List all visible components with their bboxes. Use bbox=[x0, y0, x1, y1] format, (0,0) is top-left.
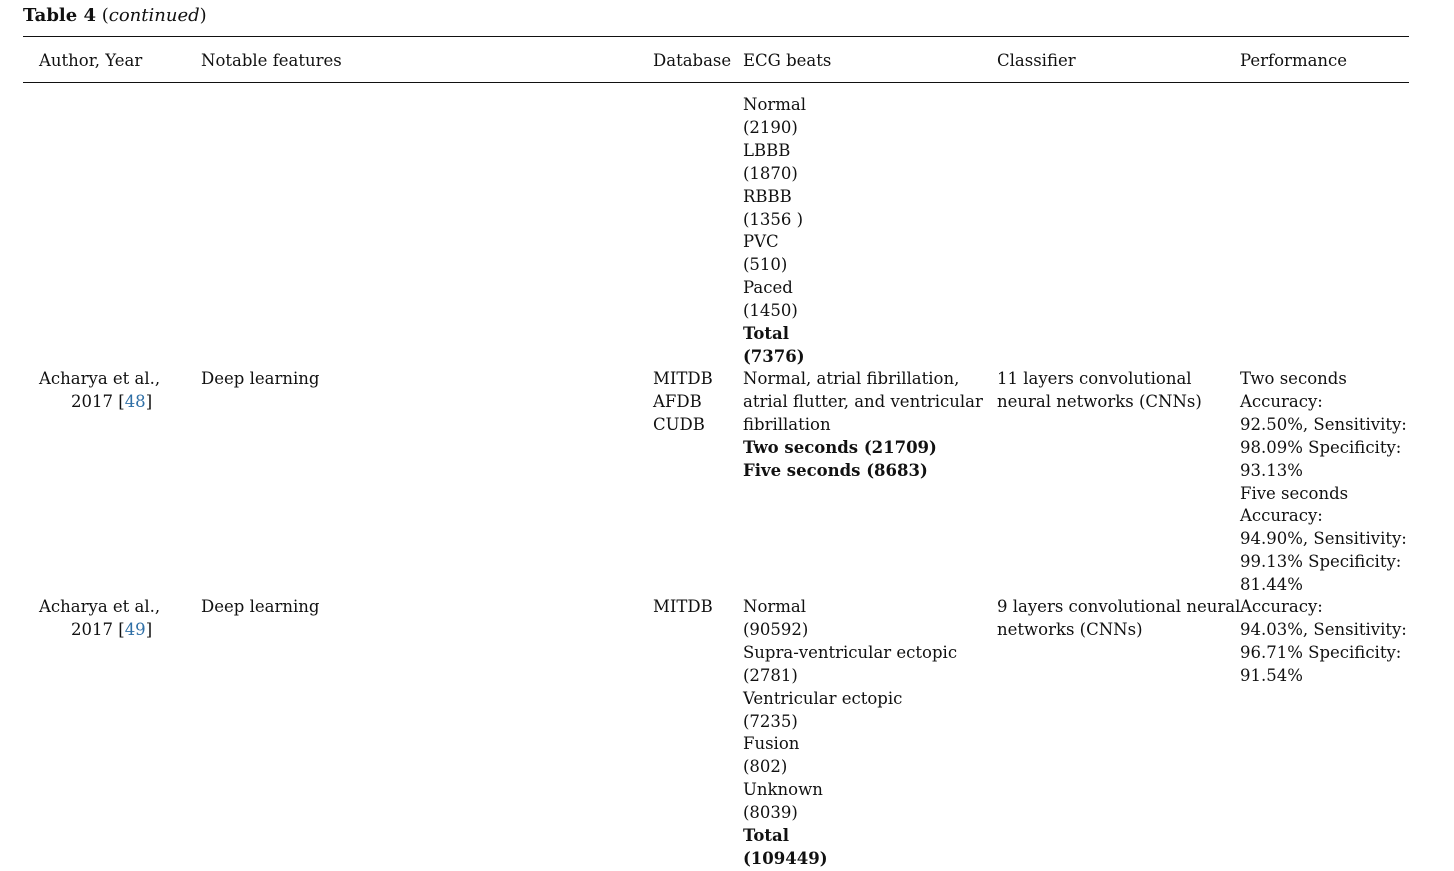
table-row-1-author bbox=[39, 368, 160, 414]
performance-text: Accuracy: bbox=[1240, 506, 1323, 526]
header-classifier: Classifier bbox=[997, 51, 1076, 70]
ecg-beat-description: atrial flutter, and ventricular bbox=[743, 391, 983, 411]
table-row-2-author bbox=[39, 596, 160, 642]
reference-link[interactable]: 49 bbox=[124, 619, 146, 639]
ecg-beat-count: (8039) bbox=[743, 803, 798, 823]
author-name: Acharya et al., bbox=[39, 597, 161, 616]
ecg-beat-class: Supra-ventricular ectopic bbox=[743, 642, 958, 662]
classifier-text: networks (CNNs) bbox=[997, 619, 1143, 639]
ecg-beat-class: Normal bbox=[743, 597, 807, 616]
author-year: 2017 [48] bbox=[71, 391, 153, 411]
table-header-rule bbox=[23, 82, 1409, 83]
classifier-text: 11 layers convolutional bbox=[997, 369, 1192, 388]
ecg-beat-count: (1356 ) bbox=[743, 209, 804, 229]
ecg-beat-segment-count: Two seconds (21709) bbox=[743, 437, 937, 457]
table-row-2-performance bbox=[1240, 596, 1407, 688]
table-row-2-database bbox=[653, 596, 713, 619]
ecg-beat-class: Unknown bbox=[743, 780, 823, 800]
header-database: Database bbox=[653, 51, 732, 70]
continued-label: continued bbox=[108, 5, 200, 26]
performance-text: 81.44% bbox=[1240, 575, 1303, 595]
database-name: MITDB bbox=[653, 369, 713, 388]
performance-text: 99.13% Specificity: bbox=[1240, 552, 1402, 572]
table-row-2-features: Deep learning bbox=[201, 597, 320, 616]
performance-text: 94.90%, Sensitivity: bbox=[1240, 529, 1407, 549]
database-name: CUDB bbox=[653, 414, 705, 434]
year-text: 2017 bbox=[71, 391, 113, 411]
table-row-continued-ecg-beats bbox=[743, 94, 806, 369]
performance-text: 96.71% Specificity: bbox=[1240, 642, 1402, 662]
database-name: MITDB bbox=[653, 597, 713, 616]
table-row-1-ecg-beats bbox=[743, 368, 983, 483]
ecg-beat-total-count: (109449) bbox=[743, 848, 828, 868]
table-row-1-classifier bbox=[997, 368, 1202, 414]
table-row-1-performance bbox=[1240, 368, 1407, 597]
performance-text: 93.13% bbox=[1240, 460, 1303, 480]
performance-text: 92.50%, Sensitivity: bbox=[1240, 414, 1407, 434]
header-author-year: Author, Year bbox=[39, 51, 143, 70]
ecg-beat-class: LBBB bbox=[743, 140, 791, 160]
ecg-beat-count: (7235) bbox=[743, 711, 798, 731]
header-notable-features: Notable features bbox=[201, 51, 342, 70]
ecg-beat-total-label: Total bbox=[743, 324, 789, 344]
table-row-2-classifier bbox=[997, 596, 1240, 642]
ecg-beat-count: (1870) bbox=[743, 163, 798, 183]
ecg-beat-count: (90592) bbox=[743, 619, 809, 639]
ecg-beat-count: (802) bbox=[743, 757, 788, 777]
performance-text: Accuracy: bbox=[1240, 597, 1323, 616]
ecg-beat-class: Fusion bbox=[743, 734, 800, 754]
ecg-beat-total-label: Total bbox=[743, 826, 789, 846]
ecg-beat-count: (510) bbox=[743, 255, 788, 275]
ecg-beat-class: PVC bbox=[743, 232, 779, 252]
ecg-beat-total-count: (7376) bbox=[743, 346, 805, 366]
performance-text: 98.09% Specificity: bbox=[1240, 437, 1402, 457]
performance-text: 94.03%, Sensitivity: bbox=[1240, 619, 1407, 639]
table-caption: Table 4 (continued) bbox=[23, 5, 207, 26]
ecg-beat-class: RBBB bbox=[743, 186, 792, 206]
table-top-rule bbox=[23, 36, 1409, 37]
ecg-beat-description: fibrillation bbox=[743, 414, 831, 434]
ecg-beat-count: (1450) bbox=[743, 301, 798, 321]
table-row-2-ecg-beats bbox=[743, 596, 957, 871]
ecg-beat-class: Paced bbox=[743, 278, 793, 298]
performance-text: Accuracy: bbox=[1240, 391, 1323, 411]
year-text: 2017 bbox=[71, 619, 113, 639]
table-label: Table 4 bbox=[23, 5, 97, 26]
ecg-beat-count: (2190) bbox=[743, 117, 798, 137]
performance-text: 91.54% bbox=[1240, 665, 1303, 685]
table-row-1-database bbox=[653, 368, 713, 437]
classifier-text: 9 layers convolutional neural bbox=[997, 597, 1241, 616]
ecg-beat-class: Ventricular ectopic bbox=[743, 688, 903, 708]
table-row-1-features: Deep learning bbox=[201, 369, 320, 388]
performance-text: Five seconds bbox=[1240, 483, 1349, 503]
database-name: AFDB bbox=[653, 391, 702, 411]
reference-link[interactable]: 48 bbox=[124, 391, 146, 411]
classifier-text: neural networks (CNNs) bbox=[997, 391, 1202, 411]
ecg-beat-description: Normal, atrial fibrillation, bbox=[743, 369, 960, 388]
performance-text: Two seconds bbox=[1240, 369, 1347, 388]
ecg-beat-segment-count: Five seconds (8683) bbox=[743, 460, 928, 480]
ecg-beat-class: Normal bbox=[743, 95, 807, 114]
ecg-beat-count: (2781) bbox=[743, 665, 798, 685]
header-ecg-beats: ECG beats bbox=[743, 51, 832, 70]
header-performance: Performance bbox=[1240, 51, 1348, 70]
author-year: 2017 [49] bbox=[71, 619, 153, 639]
author-name: Acharya et al., bbox=[39, 369, 161, 388]
